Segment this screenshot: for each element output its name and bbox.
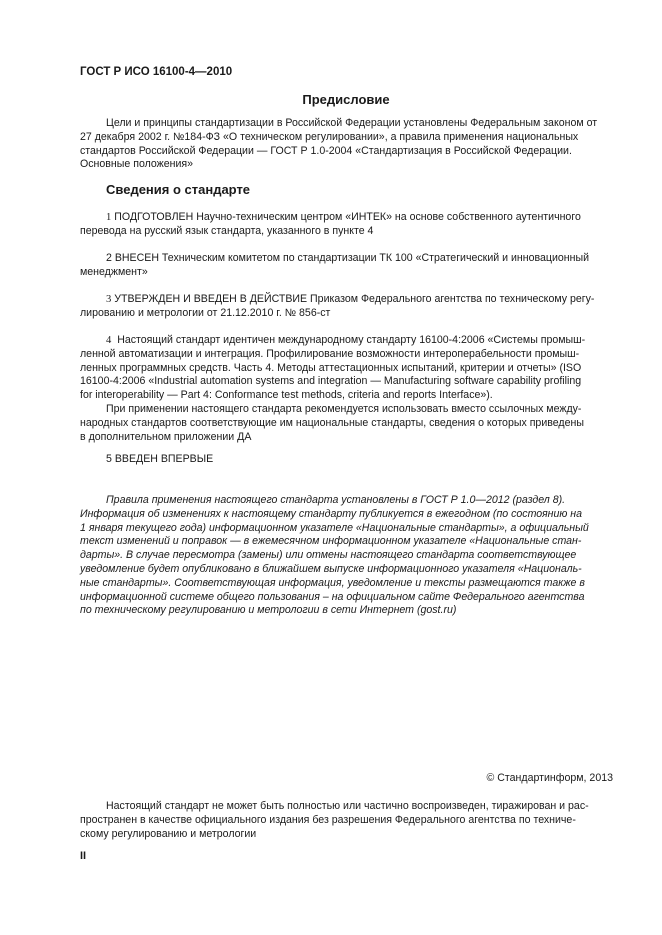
rules-notice	[80, 494, 615, 618]
text-line: 1 января текущего года) информационном указателе «Национальные стандарты», а официальный	[80, 521, 589, 534]
foreword-paragraph	[80, 117, 615, 172]
text-line: информационной системе общего пользования – на официальном сайте Федерального агентства	[80, 590, 585, 603]
text-line: 16100-4:2006 «Industrial automation systems and integration — Manufacturing software capability profiling	[80, 375, 582, 388]
document-code: ГОСТ Р ИСО 16100-4—2010	[80, 66, 233, 78]
text-line: Цели и принципы стандартизации в Российской Федерации установлены Федеральным законом от	[106, 117, 598, 129]
item-number: 1	[106, 212, 112, 223]
text-line: текст изменений и поправок — в ежемесячном информационном указателе «Национальные стан-	[80, 535, 582, 548]
page-number: II	[80, 850, 87, 862]
info-item-2	[80, 252, 615, 280]
text-line: ленной автоматизации и интеграция. Профилирование возможности интероперабельности промыш-	[80, 347, 580, 360]
text-line: 2 ВНЕСЕН Техническим комитетом по стандартизации ТК 100 «Стратегический и инновационный	[106, 252, 589, 264]
text-line: Настоящий стандарт не может быть полностью или частично воспроизведен, тиражирован и рас-	[106, 800, 589, 812]
copyright-notice: © Стандартинформ, 2013	[486, 772, 613, 784]
item-number: 4	[106, 335, 112, 346]
info-note	[80, 403, 615, 444]
reproduction-notice	[80, 800, 615, 841]
text-line: 27 декабря 2002 г. №184-ФЗ «О техническом регулировании», а правила применения национальных	[80, 130, 579, 143]
text-line: 5 ВВЕДЕН ВПЕРВЫЕ	[106, 453, 214, 465]
text-line: народных стандартов соответствующие им национальные стандарты, сведения о которых приведены	[80, 416, 584, 429]
text-line: ные стандарты». Соответствующая информация, уведомление и тексты размещаются также в	[80, 576, 585, 589]
info-item-5	[80, 453, 615, 467]
text-line: for interoperability — Part 4: Conformance test methods, criteria and reports Interface»).	[80, 389, 493, 402]
text-line: ленных программных средств. Часть 4. Методы аттестационных испытаний, критерии и отчеты» (ISO	[80, 361, 582, 374]
standard-info-title: Сведения о стандарте	[106, 182, 251, 197]
text-line: Информация об изменениях к настоящему стандарту публикуется в ежегодном (по состоянию на	[80, 507, 582, 520]
text-line: уведомление будет опубликовано в ближайшем выпуске информационного указателя «Националь-	[80, 562, 582, 575]
text-line: ПОДГОТОВЛЕН Научно-техническим центром «ИНТЕК» на основе собственного аутентичного	[114, 211, 581, 223]
text-line: Правила применения настоящего стандарта установлены в ГОСТ Р 1.0—2012 (раздел 8).	[106, 494, 566, 506]
info-item-4	[80, 334, 615, 403]
text-line: УТВЕРЖДЕН И ВВЕДЕН В ДЕЙСТВИЕ Приказом Федерального агентства по техническому регу-	[114, 293, 595, 305]
text-line: дарты». В случае пересмотра (замены) или отмены настоящего стандарта соответствующее	[80, 549, 577, 562]
item-number: 3	[106, 294, 112, 305]
text-line: стандартов Российской Федерации — ГОСТ Р 1.0-2004 «Стандартизация в Российской Федерации.	[80, 144, 572, 157]
text-line: Основные положения»	[80, 158, 194, 171]
info-item-1	[80, 211, 615, 239]
text-line: лированию и метрологии от 21.12.2010 г. № 856-ст	[80, 306, 331, 319]
info-item-3	[80, 293, 615, 321]
text-line: в дополнительном приложении ДА	[80, 430, 252, 443]
text-line: по техническому регулированию и метрологии в сети Интернет (gost.ru)	[80, 604, 457, 617]
text-line: перевода на русский язык стандарта, указанного в пункте 4	[80, 224, 374, 237]
text-line: скому регулированию и метрологии	[80, 827, 257, 840]
text-line: Настоящий стандарт идентичен международному стандарту 16100-4:2006 «Системы промыш-	[117, 334, 586, 346]
text-line: менеджмент»	[80, 265, 148, 278]
text-line: При применении настоящего стандарта рекомендуется использовать вместо ссылочных между-	[106, 403, 582, 415]
foreword-title: Предисловие	[302, 92, 390, 107]
text-line: пространен в качестве официального издания без разрешения Федерального агентства по техниче-	[80, 813, 576, 826]
